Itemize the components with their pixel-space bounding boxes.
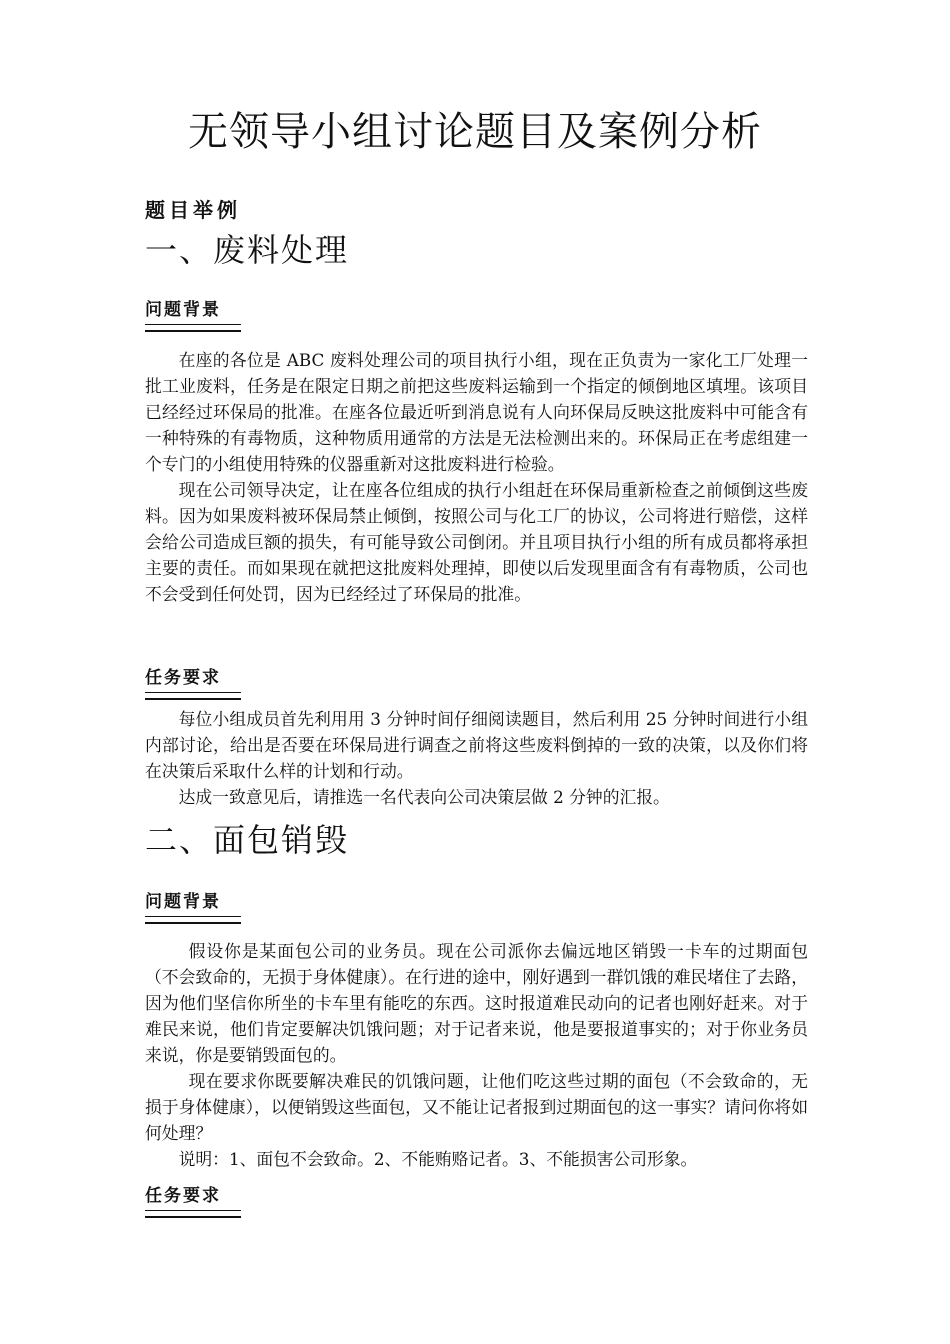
double-underline — [145, 324, 241, 332]
paragraph: 现在公司领导决定，让在座各位组成的执行小组赶在环保局重新检查之前倾倒这些废料。因为如果废料被环保局禁止倾倒，按照公司与化工厂的协议，公司将进行赔偿，这样会给公司造成巨额的损失，有可能导致公司倒闭。并且项目执行小组的所有成员都将承担主要的责任。而如果现在就把这批废料处理掉，即使以后发现里面含有有毒物质，公司也不会受到任何处罚，因为已经经过了环保局的批准。 — [145, 480, 808, 604]
subheading-label: 问题背景 — [145, 892, 221, 912]
subheading-label: 问题背景 — [145, 300, 221, 320]
paragraph: 假设你是某面包公司的业务员。现在公司派你去偏远地区销毁一卡车的过期面包（不会致命的，无损于身体健康）。在行进的途中，刚好遇到一群饥饿的难民堵住了去路，因为他们坚信你所坐的卡车里有能吃的东西。这时报道难民动向的记者也刚好赶来。对于难民来说，他们肯定要解决饥饿问题；对于记者来说，他是要报道事实的；对于你业务员来说，你是要销毁面包的。 — [145, 941, 808, 1065]
examples-label: 题目举例 — [145, 198, 241, 222]
section-2-background-subheading — [145, 890, 241, 924]
subheading-label: 任务要求 — [145, 1186, 221, 1206]
section-1-task-text — [145, 706, 808, 810]
document-title: 无领导小组讨论题目及案例分析 — [188, 109, 762, 155]
section-2-task-subheading — [145, 1184, 241, 1218]
paragraph: 达成一致意见后，请推选一名代表向公司决策层做 2 分钟的汇报。 — [178, 787, 670, 807]
section-1-background-subheading — [145, 298, 241, 332]
subheading-label: 任务要求 — [145, 668, 221, 688]
section-1-task-subheading — [145, 666, 241, 700]
double-underline — [145, 692, 241, 700]
section-2-background-text — [145, 938, 808, 1172]
paragraph: 说明：1、面包不会致命。2、不能贿赂记者。3、不能损害公司形象。 — [178, 1149, 698, 1169]
section-heading-bread-destruction: 二、面包销毁 — [145, 821, 350, 859]
section-heading-waste-disposal: 一、废料处理 — [145, 231, 350, 269]
paragraph: 现在要求你既要解决难民的饥饿问题，让他们吃这些过期的面包（不会致命的，无损于身体健康），以便销毁这些面包，又不能让记者报到过期面包的这一事实？请问你将如何处理？ — [145, 1071, 808, 1143]
paragraph: 每位小组成员首先利用用 3 分钟时间仔细阅读题目，然后利用 25 分钟时间进行小组内部讨论，给出是否要在环保局进行调查之前将这些废料倒掉的一致的决策，以及你们将在决策后采取什么样的计划和行动。 — [145, 709, 808, 781]
double-underline — [145, 916, 241, 924]
section-1-background-text — [145, 347, 808, 607]
double-underline — [145, 1210, 241, 1218]
paragraph: 在座的各位是 ABC 废料处理公司的项目执行小组，现在正负责为一家化工厂处理一批工业废料，任务是在限定日期之前把这些废料运输到一个指定的倾倒地区填埋。该项目已经经过环保局的批准。在座各位最近听到消息说有人向环保局反映这批废料中可能含有一种特殊的有毒物质，这种物质用通常的方法是无法检测出来的。环保局正在考虑组建一个专门的小组使用特殊的仪器重新对这批废料进行检验。 — [145, 350, 808, 474]
